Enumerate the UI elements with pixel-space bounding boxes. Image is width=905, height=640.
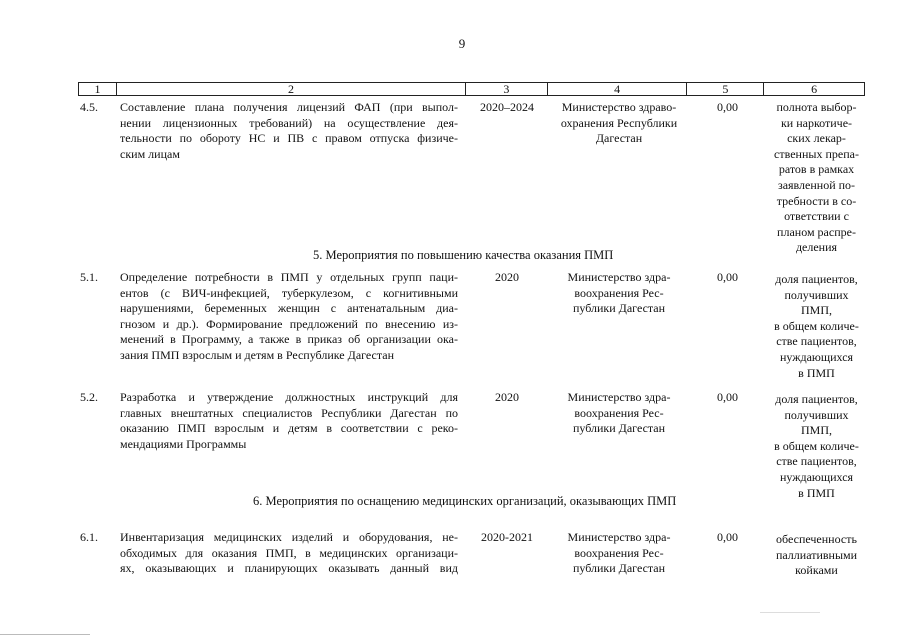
description-line: Разработка и утверждение должностных инструкций для	[120, 390, 458, 404]
description-line: ским лицам	[120, 146, 180, 161]
description-line: оказанию ПМП взрослым и детям в соответствии с реко-	[120, 421, 458, 436]
table-header	[78, 82, 865, 96]
description-line: гнозом и др.). Формирование предложений по внесению из-	[120, 316, 458, 331]
indicator-line: деления	[795, 240, 838, 255]
description-line: главных внештатных специалистов Республики Дагестан по	[120, 405, 458, 420]
row-executor	[549, 390, 689, 437]
row-description	[120, 270, 458, 364]
indicator-line: полнота выбор-	[776, 100, 857, 114]
indicator-line: ПМП,	[800, 303, 832, 318]
indicator-line: обеспеченность	[776, 532, 857, 546]
executor-line: публики Дагестан	[572, 301, 666, 316]
indicator-line: получивших	[784, 407, 849, 422]
description-line: нении лицензионных требований) на осуществление дея-	[120, 115, 458, 130]
executor-line: публики Дагестан	[572, 561, 666, 576]
scan-artifact	[0, 634, 90, 635]
indicator-line: в ПМП	[798, 365, 835, 380]
row-period: 2020	[495, 390, 519, 404]
header-col-1: 1	[94, 82, 101, 96]
indicator-line: стве пациентов,	[776, 454, 857, 469]
section-heading-6: 6. Мероприятия по оснащению медицинских организаций, оказывающих ПМП	[253, 494, 677, 508]
executor-line: воохранения Рес-	[574, 285, 664, 300]
description-line: ентов (с ВИЧ-инфекцией, туберкулезом, с когнитивными	[120, 285, 458, 300]
executor-line: Министерство здраво-	[561, 100, 677, 114]
executor-line: Министерство здра-	[567, 270, 671, 284]
description-line: мендациями Программы	[120, 436, 247, 451]
indicator-line: доля пациентов,	[775, 392, 858, 406]
row-indicator	[766, 392, 867, 501]
row-number: 4.5.	[80, 100, 98, 114]
description-line: зания ПМП взрослым и детям в Республике Дагестан	[120, 347, 394, 362]
row-indicator	[766, 272, 867, 381]
indicator-line: ратов в рамках	[778, 162, 855, 177]
indicator-line: в ПМП	[798, 485, 835, 500]
executor-line: Дагестан	[595, 131, 643, 146]
header-col-2: 2	[116, 83, 465, 95]
row-number: 5.2.	[80, 390, 98, 404]
indicator-line: паллиативными	[775, 547, 858, 562]
description-line: Определение потребности в ПМП у отдельных групп паци-	[120, 270, 458, 284]
header-col-5: 5	[686, 83, 763, 95]
row-description	[120, 100, 458, 162]
row-indicator	[766, 100, 867, 256]
indicator-line: ских лекар-	[787, 131, 846, 146]
executor-line: Министерство здра-	[567, 390, 671, 404]
row-value: 0,00	[717, 270, 738, 284]
row-period: 2020	[495, 270, 519, 284]
indicator-line: нуждающихся	[779, 349, 854, 364]
row-description	[120, 390, 458, 452]
row-period: 2020–2024	[480, 100, 534, 114]
indicator-line: планом распре-	[777, 224, 856, 239]
indicator-line: ПМП,	[800, 423, 832, 438]
executor-line: воохранения Рес-	[574, 405, 664, 420]
indicator-line: требности в со-	[776, 193, 857, 208]
row-value: 0,00	[717, 390, 738, 404]
description-line: Инвентаризация медицинских изделий и оборудования, не-	[120, 530, 458, 544]
description-line: тельности по обороту НС и ПВ с правом отпуска физиче-	[120, 131, 458, 146]
page-number: 9	[458, 36, 466, 51]
scan-artifact	[760, 612, 820, 613]
description-line: нарушениями, беременных женщин с антенатальным диа-	[120, 301, 458, 316]
row-number: 5.1.	[80, 270, 98, 284]
description-line: ях, оказывающих и планирующих оказывать данный вид	[120, 561, 458, 576]
description-line: Составление плана получения лицензий ФАП (при выпол-	[120, 100, 458, 114]
executor-line: охранения Республики	[560, 115, 678, 130]
row-executor	[549, 100, 689, 147]
indicator-line: в общем количе-	[774, 318, 859, 333]
section-heading-5: 5. Мероприятия по повышению качества оказания ПМП	[313, 248, 614, 262]
indicator-line: ственных препа-	[774, 146, 859, 161]
header-col-4: 4	[547, 83, 687, 95]
indicator-line: заявленной по-	[777, 177, 856, 192]
indicator-line: в общем количе-	[774, 438, 859, 453]
executor-line: воохранения Рес-	[574, 545, 664, 560]
row-description	[120, 530, 458, 577]
indicator-line: нуждающихся	[779, 469, 854, 484]
executor-line: публики Дагестан	[572, 421, 666, 436]
row-executor	[549, 530, 689, 577]
row-value: 0,00	[717, 530, 738, 544]
row-indicator	[766, 532, 867, 579]
row-period: 2020-2021	[481, 530, 533, 544]
header-col-6: 6	[763, 83, 864, 95]
indicator-line: ответствии с	[784, 209, 849, 224]
indicator-line: койками	[795, 563, 838, 578]
indicator-line: получивших	[784, 287, 849, 302]
header-col-3: 3	[465, 83, 547, 95]
description-line: менений в Программу, а также в приказ об организации ока-	[120, 332, 458, 347]
indicator-line: стве пациентов,	[776, 334, 857, 349]
row-number: 6.1.	[80, 530, 98, 544]
row-executor	[549, 270, 689, 317]
indicator-line: ки наркотиче-	[780, 115, 853, 130]
indicator-line: доля пациентов,	[775, 272, 858, 286]
description-line: обходимых для оказания ПМП, в медицинских организаци-	[120, 545, 458, 560]
row-value: 0,00	[717, 100, 738, 114]
executor-line: Министерство здра-	[567, 530, 671, 544]
